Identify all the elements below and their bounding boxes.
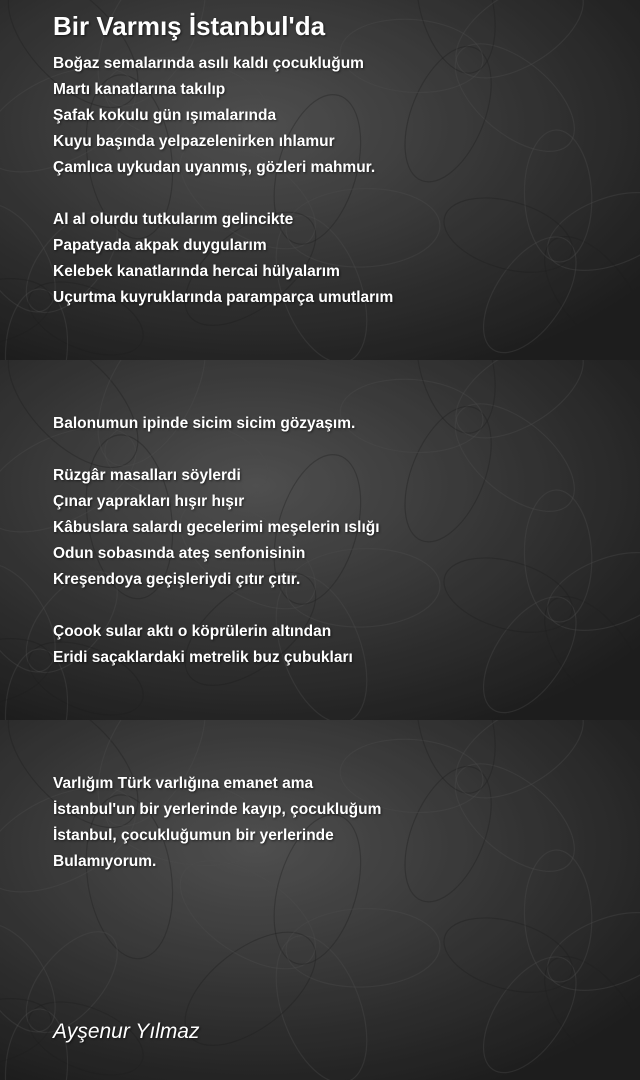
stanza-4 xyxy=(53,463,380,593)
poem-line: Boğaz semalarında asılı kaldı çocukluğum xyxy=(53,55,364,72)
stanza-2 xyxy=(53,207,393,311)
stanza-1 xyxy=(53,51,375,181)
stanza-5 xyxy=(53,619,353,671)
poem-title: Bir Varmış İstanbul'da xyxy=(53,11,326,41)
stanza-3 xyxy=(53,411,355,437)
poem-line: Odun sobasında ateş senfonisinin xyxy=(53,545,306,562)
poem-line: Çoook sular aktı o köprülerin altından xyxy=(53,623,332,640)
poem-line: Eridi saçaklardaki metrelik buz çubukları xyxy=(53,649,353,666)
poem-line: Rüzgâr masalları söylerdi xyxy=(53,467,241,484)
poem-line: Martı kanatlarına takılıp xyxy=(53,81,226,98)
poem-line: Kuyu başında yelpazelenirken ıhlamur xyxy=(53,133,335,150)
poem-line: Kâbuslara salardı gecelerimi meşelerin ıslığı xyxy=(53,519,380,536)
poem-line: Şafak kokulu gün ışımalarında xyxy=(53,107,277,124)
poem-line: Balonumun ipinde sicim sicim gözyaşım. xyxy=(53,415,356,432)
poem-line: İstanbul, çocukluğumun bir yerlerinde xyxy=(53,827,334,844)
poem-line: Çınar yaprakları hışır hışır xyxy=(53,493,245,510)
poem-line: Papatyada akpak duygularım xyxy=(53,237,267,254)
poem-line: Uçurtma kuyruklarında paramparça umutlarım xyxy=(53,289,394,306)
poem-line: İstanbul'un bir yerlerinde kayıp, çocukluğum xyxy=(53,801,382,818)
poem-author: Ayşenur Yılmaz xyxy=(53,1020,200,1043)
poem-line: Al al olurdu tutkularım gelincikte xyxy=(53,211,294,228)
poem-line: Kelebek kanatlarında hercai hülyalarım xyxy=(53,263,340,280)
stanza-6 xyxy=(53,771,381,875)
poem-line: Varlığım Türk varlığına emanet ama xyxy=(53,775,314,792)
poem-line: Kreşendoya geçişleriydi çıtır çıtır. xyxy=(53,571,301,588)
poem-line: Bulamıyorum. xyxy=(53,853,157,870)
poem-line: Çamlıca uykudan uyanmış, gözleri mahmur. xyxy=(53,159,376,176)
